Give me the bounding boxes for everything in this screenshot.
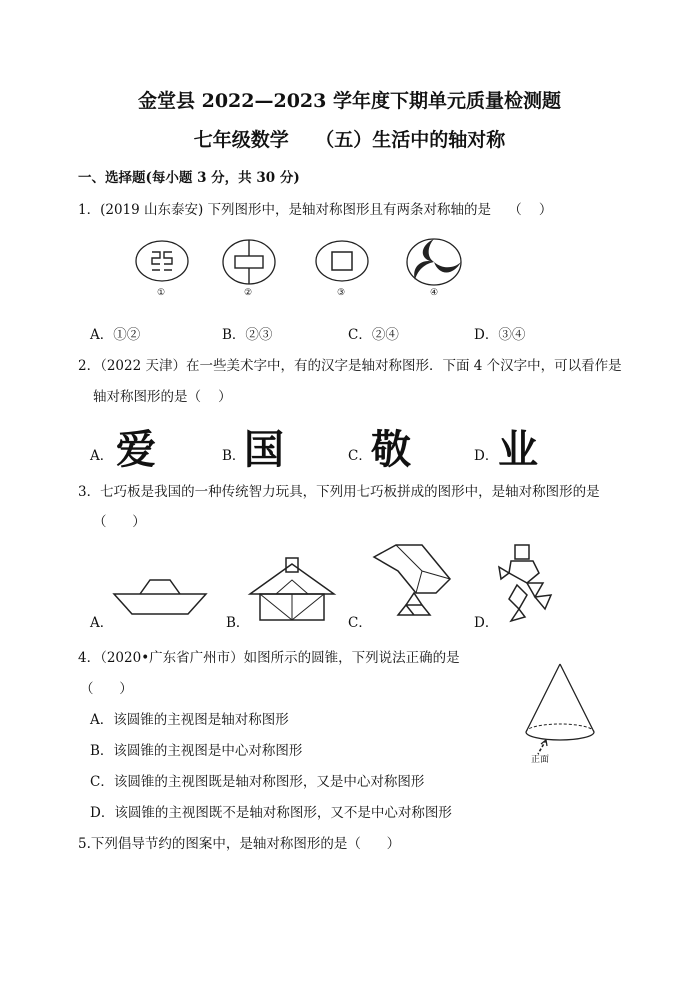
question-3-figure-b-house: [246, 556, 338, 622]
question-3-figure-d-figure: [497, 543, 555, 625]
question-3-option-b[interactable]: B．: [226, 615, 250, 631]
question-1-figure-1: [134, 238, 190, 286]
question-1-figure-3: [314, 238, 370, 286]
question-2-option-d-letter[interactable]: D．: [474, 448, 499, 464]
question-3-option-d[interactable]: D．: [474, 615, 499, 631]
question-2-option-b-letter[interactable]: B．: [222, 448, 246, 464]
question-2-option-c-char: 敬: [371, 427, 411, 473]
question-3-stem-line-1: 3．七巧板是我国的一种传统智力玩具，下列用七巧板拼成的图形中，是轴对称图形的是: [78, 484, 600, 500]
question-4-stem-line-2: （ ）: [80, 681, 133, 697]
document-title: 金堂县 2022—2023 学年度下期单元质量检测题: [138, 90, 561, 112]
question-3-figure-c-bird: [370, 543, 458, 621]
question-2-option-a-char: 爱: [116, 427, 156, 473]
question-2-stem-line-1: 2．（2022 天津）在一些美术字中，有的汉字是轴对称图形．下面 4 个汉字中，可以看作是: [78, 358, 622, 374]
question-4-option-b[interactable]: B．该圆锥的主视图是中心对称图形: [90, 743, 303, 759]
question-2-stem-line-2: 轴对称图形的是（ ）: [93, 389, 232, 405]
question-1-figure-2: [221, 236, 277, 288]
question-4-option-d[interactable]: D．该圆锥的主视图既不是轴对称图形，又不是中心对称图形: [90, 805, 452, 821]
question-3-stem-line-2: （ ）: [93, 514, 146, 530]
question-3-option-a[interactable]: A．: [90, 615, 114, 631]
question-4-option-c[interactable]: C．该圆锥的主视图既是轴对称图形，又是中心对称图形: [90, 774, 425, 790]
question-1-option-b[interactable]: B．②③: [222, 327, 273, 343]
question-1-option-d[interactable]: D．③④: [474, 327, 526, 343]
question-4-stem-line-1: 4．（2020•广东省广州市）如图所示的圆锥，下列说法正确的是: [78, 650, 460, 666]
question-1-figure-4-label: ④: [430, 288, 439, 298]
question-1-figure-1-label: ①: [157, 288, 166, 298]
question-2-option-c-letter[interactable]: C．: [348, 448, 372, 464]
question-2-option-a-letter[interactable]: A．: [90, 448, 114, 464]
section-heading: 一、选择题(每小题 3 分，共 30 分): [78, 170, 300, 186]
question-2-option-b-char: 国: [244, 427, 284, 473]
question-1-figure-3-label: ③: [337, 288, 346, 298]
question-1-figure-4: [405, 236, 463, 288]
question-1-figure-2-label: ②: [244, 288, 253, 298]
document-subtitle: 七年级数学 （五）生活中的轴对称: [193, 129, 506, 151]
question-1-option-a[interactable]: A．①②: [90, 327, 141, 343]
question-2-option-d-char: 业: [498, 427, 538, 473]
question-4-figure-label: 正面: [531, 755, 550, 765]
question-1-stem: 1．(2019 山东泰安) 下列图形中，是轴对称图形且有两条对称轴的是 （ ）: [78, 202, 553, 218]
question-1-option-c[interactable]: C．②④: [348, 327, 399, 343]
question-3-figure-a-boat: [112, 576, 208, 618]
question-4-cone-figure: [518, 660, 602, 760]
question-5-stem: 5.下列倡导节约的图案中，是轴对称图形的是（ ）: [78, 836, 401, 852]
question-3-option-c[interactable]: C．: [348, 615, 372, 631]
question-4-option-a[interactable]: A．该圆锥的主视图是轴对称图形: [90, 712, 289, 728]
